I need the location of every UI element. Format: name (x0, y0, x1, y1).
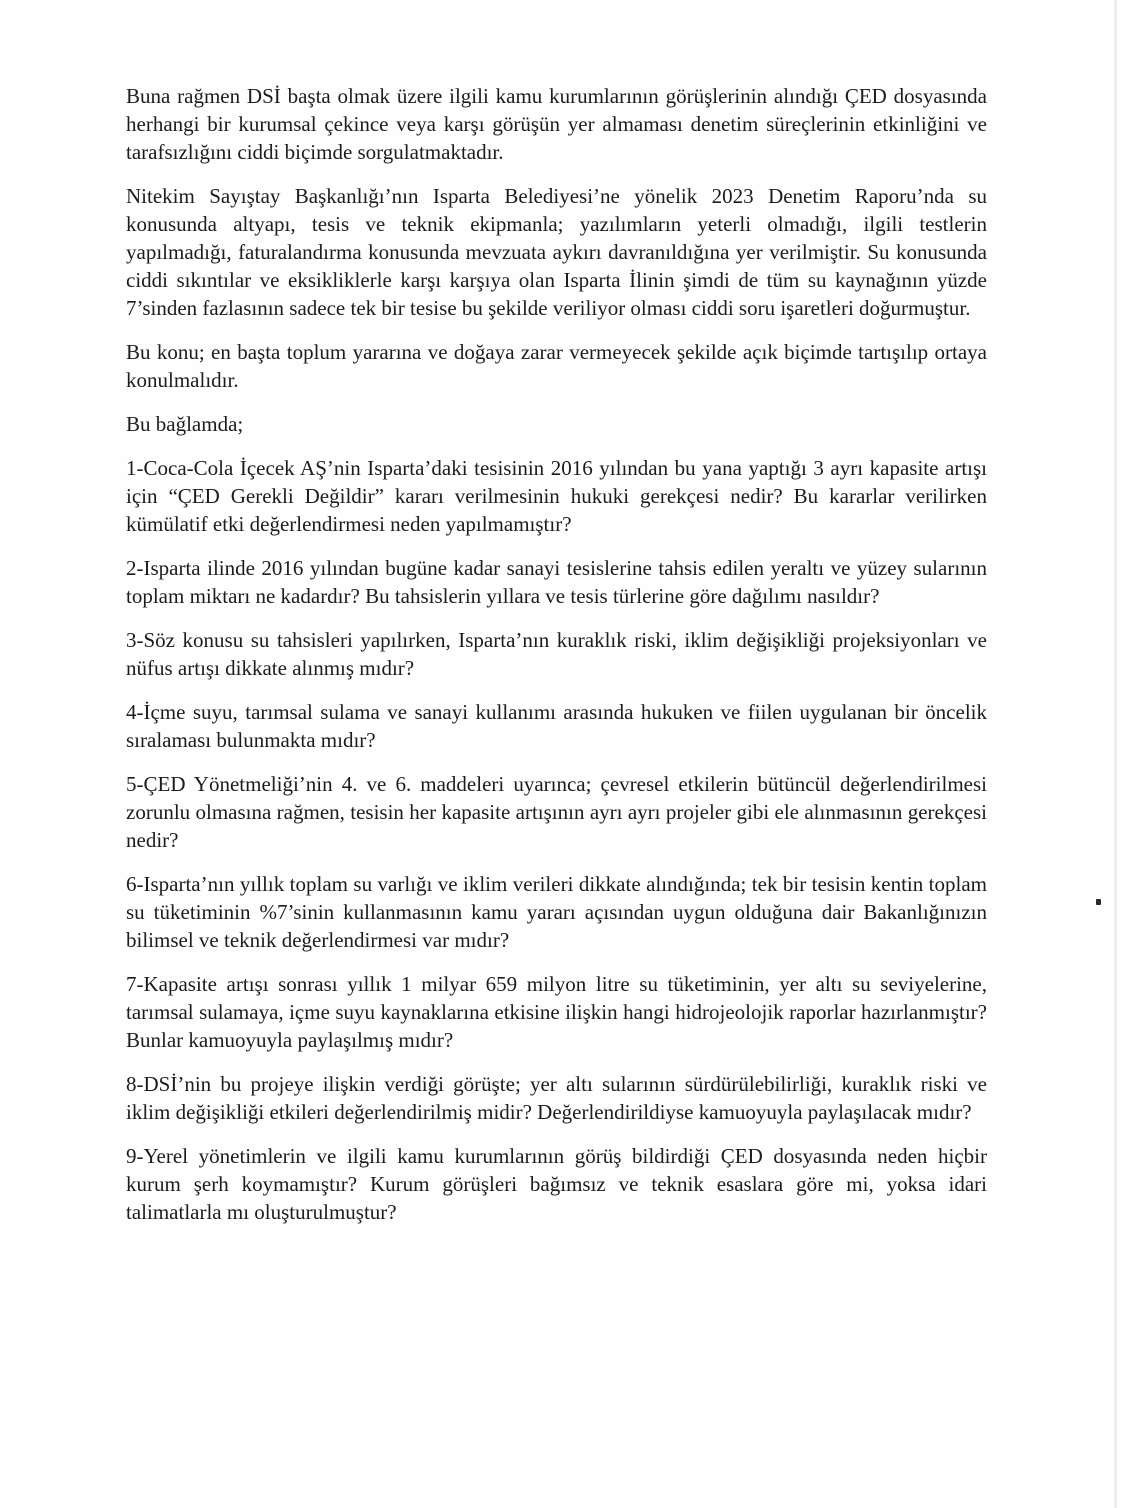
question-8: 8-DSİ’nin bu projeye ilişkin verdiği görüşte; yer altı sularının sürdürülebilirliği, kuraklık riski ve iklim değişikliği etkileri değerlendirilmiş midir? Değerlendirildiyse kamuoyuyla paylaşılacak mıdır? (126, 1072, 987, 1124)
question-5: 5-ÇED Yönetmeliği’nin 4. ve 6. maddeleri uyarınca; çevresel etkilerin bütüncül değerlendirilmesi zorunlu olmasına rağmen, tesisin her kapasite artışının ayrı ayrı projeler gibi ele alınmasının gerekçesi nedir? (126, 772, 987, 852)
paragraph-public-benefit: Bu konu; en başta toplum yararına ve doğaya zarar vermeyecek şekilde açık biçimde tartışılıp ortaya konulmalıdır. (126, 340, 987, 392)
question-9: 9-Yerel yönetimlerin ve ilgili kamu kurumlarının görüş bildirdiği ÇED dosyasında neden hiçbir kurum şerh koymamıştır? Kurum görüşleri bağımsız ve teknik esaslara göre mi, yoksa idari talimatlarla mı oluşturulmuştur? (126, 1144, 987, 1224)
question-3: 3-Söz konusu su tahsisleri yapılırken, Isparta’nın kuraklık riski, iklim değişikliği projeksiyonları ve nüfus artışı dikkate alınmış mıdır? (126, 628, 987, 680)
paragraph-sayistay-report: Nitekim Sayıştay Başkanlığı’nın Isparta Belediyesi’ne yönelik 2023 Denetim Raporu’nda su konusunda altyapı, tesis ve teknik ekipmanla; yazılımların yeterli olmadığı, ilgili testlerin yapılmadığı, faturalandırma konusunda mevzuata aykırı davranıldığına yer verilmiştir. Su konusunda ciddi sıkıntılar ve eksikliklerle karşı karşıya olan Isparta İlinin şimdi de tüm su kaynağının yüzde 7’sinden fazlasının sadece tek bir tesise bu şekilde veriliyor olması ciddi soru işaretleri doğurmuştur. (126, 184, 987, 320)
scan-edge-shadow (1114, 0, 1117, 1508)
paragraph-ced-criticism: Buna rağmen DSİ başta olmak üzere ilgili kamu kurumlarının görüşlerinin alındığı ÇED dosyasında herhangi bir kurumsal çekince veya karşı görüşün yer almaması denetim süreçlerinin etkinliğini ve tarafsızlığını ciddi biçimde sorgulatmaktadır. (126, 84, 987, 164)
question-1: 1-Coca-Cola İçecek AŞ’nin Isparta’daki tesisinin 2016 yılından bu yana yaptığı 3 ayrı kapasite artışı için “ÇED Gerekli Değildir” kararı verilmesinin hukuki gerekçesi nedir? Bu kararlar verilirken kümülatif etki değerlendirmesi neden yapılmamıştır? (126, 456, 987, 536)
paragraph-in-this-context: Bu bağlamda; (126, 412, 244, 436)
question-6: 6-Isparta’nın yıllık toplam su varlığı ve iklim verileri dikkate alındığında; tek bir tesisin kentin toplam su tüketiminin %7’sinin kullanmasının kamu yararı açısından uygun olduğuna dair Bakanlığınızın bilimsel ve teknik değerlendirmesi var mıdır? (126, 872, 987, 952)
document-text-block (126, 82, 987, 1242)
scan-ink-speck (1096, 899, 1101, 905)
question-4: 4-İçme suyu, tarımsal sulama ve sanayi kullanımı arasında hukuken ve fiilen uygulanan bir öncelik sıralaması bulunmakta mıdır? (126, 700, 987, 752)
question-2: 2-Isparta ilinde 2016 yılından bugüne kadar sanayi tesislerine tahsis edilen yeraltı ve yüzey sularının toplam miktarı ne kadardır? Bu tahsislerin yıllara ve tesis türlerine göre dağılımı nasıldır? (126, 556, 987, 608)
question-7: 7-Kapasite artışı sonrası yıllık 1 milyar 659 milyon litre su tüketiminin, yer altı su seviyelerine, tarımsal sulamaya, içme suyu kaynaklarına etkisine ilişkin hangi hidrojeolojik raporlar hazırlanmıştır? Bunlar kamuoyuyla paylaşılmış mıdır? (126, 972, 987, 1052)
